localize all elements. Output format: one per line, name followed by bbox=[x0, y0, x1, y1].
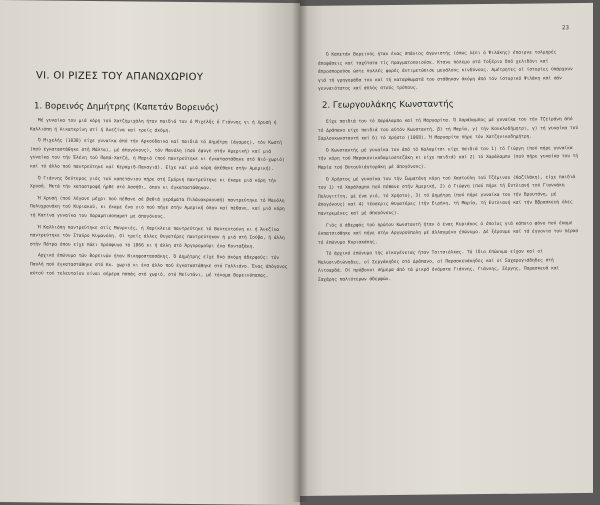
right-page-content bbox=[318, 23, 580, 288]
left-paragraph: Ή Καλλιόπη παντρεύτηκε στίς Μουρνιές, ή Χαρίκλεια παντρεύτηκε τό Βουτεντούνη κι ή Άνεζίνα παντρεύτηκε τόν Σταύρο Κυμανόλη. Οί τρείς άλλες θυγατέρες παντρεύτηκαν ή μιά στή Σούβα, ή άλλη στήν Πάτρα όπου είχε πάει πρόσφυγα τό 1866 κι ή άλλη στό Άργυρομούρι ένα Κονταξάκη. bbox=[30, 224, 285, 250]
left-paragraph: Μέ γυναίκα του μιά κόρη τού Χατζημιχάλη ήταν παιδιά του ό Μιχελής ό Γιάννης γι ή Χρυσή ή Καλλιόπη ή Αικατερίνη στί ή Άνεζίνα καί τρείς άκόμη. bbox=[30, 118, 277, 134]
right-page bbox=[300, 3, 593, 496]
left-paragraph: Ό Μιχελής (1838) είχε γυναίκα άπό τήν Αρκούδαινα καί παιδιά τό Δημήτρη (άγαμος), τόν Κωστή (πού έγκαταστάθηκε στή Μάλτα), μέ άπογόνους), τόν Μανόλη (πού έφυγε στήν Αμερική) καί μιά γυναίκα του τήν Έλένη τού Παπά-Χατζή, ή Μαριό (πού παντρεύτηκε κι έγκαταστάθηκε στό Νιό-χωριό) καί τό άλλο πού παντρεύτηκε καί Κεραμιδ-Παναγιά). Είχε καί μιά κόρη άπέθανε στήν Αμερική). bbox=[30, 138, 285, 172]
left-page-content bbox=[30, 70, 288, 284]
chapter-title: VI. ΟΙ ΡΙΖΕΣ ΤΟΥ ΑΠΑΝΩΧΩΡΙΟΥ bbox=[36, 70, 204, 84]
right-paragraph: Ό Χρήστος μέ γυναίκα του τήν Σωματάνη κόρη τού Χαστούλη τού Τζέμινου (Καζίλάκη), είχε παιδιά του 1) τό Χαράλαμπο πού πέθανε στήν Αμερική, 2) ό Γιώργη (πού πήρε τή Ευτλιανή τού Γιαννάκη Πολυγιτίτη, μέ ένα γιό, τό Χρήστο), 3) τό Δημήτρη (πού πήρε γυναίκα του τήν Βρουτάνη, μέ άπογόνους) καί 4) τέσσερις θυγατέρες (τήν Ειρήνη, τή Μαρία, τή Ευτλιανή καί τήν Ββρασκευή όλες παντρεμένες καί μέ άπογόνους). bbox=[318, 174, 576, 217]
book-gutter bbox=[292, 0, 308, 502]
right-paragraph: Τό άρχικό έπώνυμο τής οίκογένειας ήταν Τσιτσιόλκας. Τό ίδιο έπώνυμο είχαν καί οί Μολυσινδιώνηδες, οί Σεργάκηδες στό Δράπανο, οί Παρασκευάκηδες καί οί Σαχαρογιάδηδες στή Λιτσαρδά. Οί πρόβονοι σήμερα άπό τά μικρά όνόματα Γιάννης, Γιάννης, Σέργης, Παρασκευά καί Σαχάρης παλιότερων άδερφών. bbox=[318, 249, 560, 283]
right-paragraph: Είχε παιδιά του τό Χαράλαμπο καί τή Μαργαρίτα. Ό Χαράλαμπος μέ γυναίκα του τήν Τζεϊράνη άπό τό Δράπανο είχε παιδιά του αύτόν Κωνσταντή, β) τή Μαρία, γ) τήν Κουκλοδήμητρι, γ) τή γυναίκα τού Σαρλουκωνσταντή καί δ) τό Χρήστο (1868). Ή Μαργαρίτα πήρε τόν Χατζηνικοδημήτρη. bbox=[318, 117, 579, 142]
left-paragraph: Ό Γιάννης δεύτερος γιός τού καπετάνιου πήρε στή Σμύρνη παντρεύτηκε κι έκαμε μιά κόρη τήν Χρυσή. Μετά τήν καταστροφή ήρθε στό Ασσήθι, όπου κι έγκαταστάθηκαν. bbox=[30, 175, 277, 192]
section-heading-2: 2. Γεωργουλάκης Κωνσταντής bbox=[322, 99, 454, 111]
right-intro-paragraph: Ό Καπετάν Βορεινός ήταν ένας σπάνιος άγωνιστής (όπως λέει ό Ψιλάκης) έπαιρνε τολμηρές άποφάσεις καί ταχύτατα τίς πραγματοποιούσε. Κτανε πόλεμο στό Τοξέριο δπό χελιδόνι καί άπροσπορούσε ώστε πολλές φορές άντιμετώπισε μεγάλους κινδύνους. Αμέτρητες οί ίστορίες ύπάρχουν γιά τή γρηγοράδα του καί τή καταρθωματά του στάθηκαν άκόμη άπό τόν ίστορικό Ψιλάκη καί σάν γενναιότατος καί άπλός στούς τρόπους. bbox=[318, 50, 573, 93]
left-paragraph: Αρχικό έπώνυμο τών Βορεινών ήταν Νικηφοστασσάκης. Ό Δημήτρης είχε δυό άκόμη άδερφούς: τόν Παυλή πού έγκαταστάθηκε στό Κκ. χωριό κι ένα άλλο πού έγκαταστάθηκε στό Γαλλιάνο. Ένας άπόγονος αύτού τού τελευταίου είναι σήμερα παπάς στό χωριό, στό Μεϊντάνι, μέ τόνομα Βορεινόπαπας. bbox=[30, 253, 288, 279]
section-heading-1: 1. Βορεινός Δημήτρης (Καπετάν Βορεινός) bbox=[34, 101, 219, 114]
right-paragraph: Ό Κωνσταντής μέ γυναίκα του άπό τό Καλαμίτσι είχε παιδιά του 1) τό Γιώργη (πού πήρε γυναίκα τήν κόρη τού Μαρακονικοδαμιοστεζάκη κι είχε παιδιά) καί 2) τό Χαράλαμπο (πού πήρε γυναίκα του τή Μαρία τού Βυτουλιάγτοράκη μέ άπογόνους). bbox=[318, 145, 579, 171]
page-number: 23 bbox=[562, 25, 569, 32]
right-paragraph: Γιός ό άδερφός τού πρώτου Κωνσταντή ήταν ό ένας Κυριάκος ό όποίος γιά κάποιο φόνο πού έκαμε έκπατσισθηκε καί πήγε στήν Αργυρούπολη μέ άλλαγμένο έπώνυμο. Δέ ξέρουμε καί τά έγγονια του πέρασ τό έπώνυμο Κυριακάκης. bbox=[318, 220, 579, 246]
left-paragraph: Ή Χρυσή (πού λέγανε μέχρι πού πέθανε σέ βαθιά γεράματα Πιλάνακροουσή) παντρεύτηκε τό Μανόλη Πολυχρονάκη τού Κυριακού, κι έκαμε ένα γιό πού πήγε στήν Αμερική όπου καί πέθανε, καί μιά κόρη τή Κατίνα γυναίκα του Χαραμπισοπαματ με άπογόνους. bbox=[30, 196, 285, 220]
